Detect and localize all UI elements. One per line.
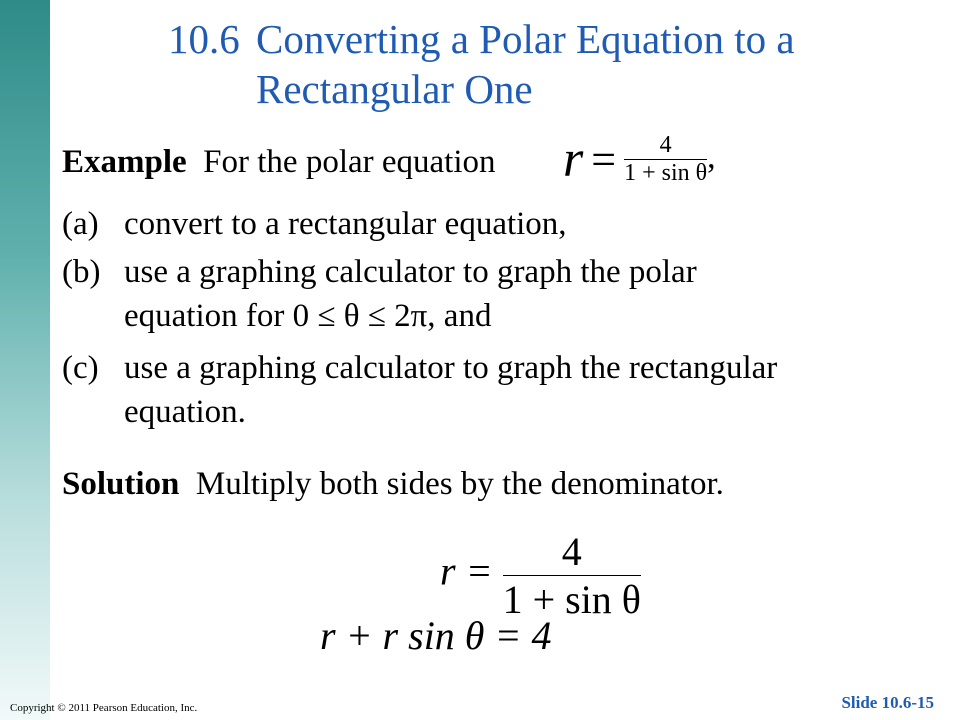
sol-eq1-lhs: r = [440, 548, 493, 594]
eq-trailing-comma: , [707, 138, 716, 176]
solution-label: Solution [62, 466, 180, 502]
sol-eq1-denominator: 1 + sin θ [502, 577, 641, 622]
slide-title [168, 14, 948, 114]
item-c-text: use a graphing calculator to graph the rectangular [124, 350, 778, 386]
solution-text: Multiply both sides by the denominator. [195, 466, 724, 502]
item-a-label: (a) [62, 206, 99, 242]
eq-lhs: r [563, 131, 584, 188]
item-a-text: convert to a rectangular equation, [124, 206, 567, 242]
item-c-line2: equation. [124, 394, 246, 430]
solution-equation-2: r + r sin θ = 4 [320, 613, 552, 658]
example-row [62, 140, 496, 184]
copyright-text: Copyright © 2011 Pearson Education, Inc. [10, 702, 198, 714]
slide-number: Slide 10.6-15 [841, 693, 934, 712]
title-line-2: Rectangular One [256, 66, 533, 112]
solution-row [62, 462, 724, 506]
item-b-label: (b) [62, 254, 101, 290]
item-b-line2: equation for 0 ≤ θ ≤ 2π, and [124, 298, 492, 334]
section-number: 10.6 [168, 16, 240, 62]
title-line-1: Converting a Polar Equation to a [256, 16, 795, 62]
eq-fraction [624, 132, 707, 187]
example-text: For the polar equation [203, 144, 496, 180]
eq-equals: = [591, 135, 617, 184]
item-c-label: (c) [62, 350, 99, 386]
sol-eq1-numerator: 4 [503, 528, 641, 576]
item-b-text: use a graphing calculator to graph the polar [124, 254, 697, 290]
sol-eq1-fraction [503, 528, 641, 623]
eq-denominator: 1 + sin θ [624, 160, 708, 186]
solution-equation-1 [440, 528, 641, 623]
side-decoration-bar [0, 0, 50, 720]
polar-equation [563, 130, 716, 189]
example-label: Example [62, 144, 187, 180]
eq-numerator: 4 [624, 132, 707, 160]
